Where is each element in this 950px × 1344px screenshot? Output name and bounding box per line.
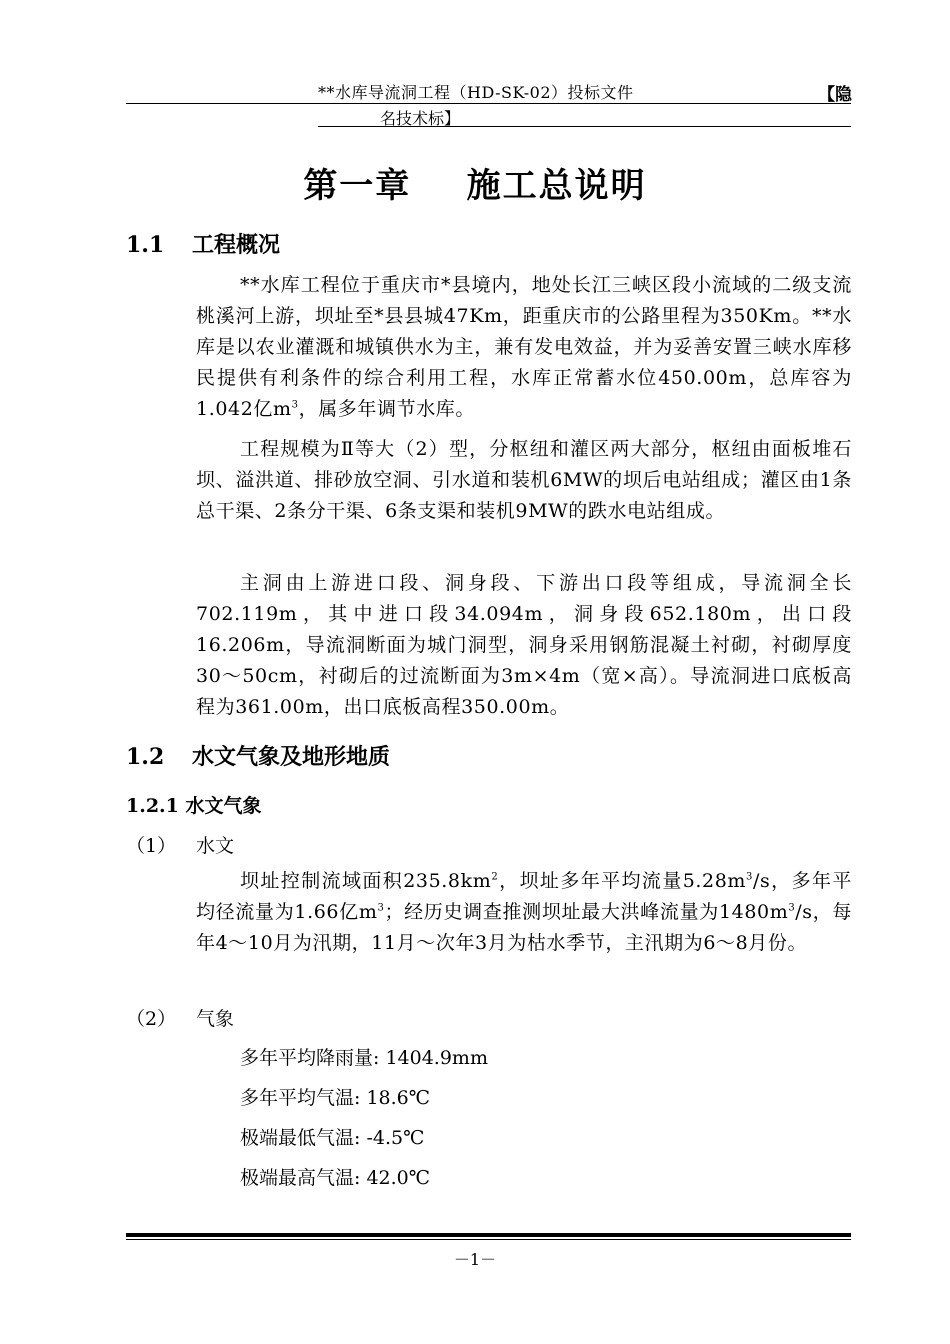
superscript: 3 [377,902,385,914]
section-number: 1.1 [126,232,165,258]
chapter-title: 第一章 施工总说明 [303,166,647,206]
section-title: 水文气象及地形地质 [192,744,391,770]
footer-rule [126,1233,851,1237]
item-number: （1） [126,835,177,857]
paragraph-text: 坝址控制流域面积235.8km [240,870,492,892]
section-heading-1-1 [126,228,280,259]
item-label: 水文 [196,835,235,857]
section-title: 工程概况 [192,232,281,258]
footer-rule-thin [126,1239,851,1240]
header-tag-continued: 名技术标】 [380,109,461,128]
header-rule-short [318,126,851,127]
paragraph-text: ；经历史调查推测坝址最大洪峰流量为1480m [384,901,789,923]
superscript: 3 [746,871,754,883]
paragraph-text: ，属多年调节水库。 [298,398,475,420]
paragraph-text: /s，每年4～10月为汛期，11月～次年3月为枯水季节，主汛期为6～8月份。 [196,901,853,954]
paragraph-tunnel: 主洞由上游进口段、洞身段、下游出口段等组成，导流洞全长702.119m，其中进口段34.094m，洞身段652.180m，出口段16.206m，导流洞断面为城门洞型，洞身采用钢筋混凝土衬砌，衬砌厚度30～50cm，衬砌后的过流断面为3m×4m（宽×高）。导流洞进口底板高程为361.00m，出口底板高程350.00m。 [196,572,852,718]
superscript: 2 [491,871,499,883]
climate-max-temp: 极端最高气温: 42.0℃ [240,1167,431,1189]
superscript: 3 [291,399,299,411]
paragraph-scale: 工程规模为Ⅱ等大（2）型，分枢纽和灌区两大部分，枢纽由面板堆石坝、溢洪道、排砂放空洞、引水道和装机6MW的坝后电站组成；灌区由1条总干渠、2条分干渠、6条支渠和装机9MW的跌水电站组成。 [196,438,852,522]
paragraph-text: ，坝址多年平均流量5.28m [498,870,747,892]
subsection-heading-1-2-1: 1.2.1 水文气象 [126,795,262,817]
item-label: 气象 [196,1008,235,1030]
item-number: （2） [126,1008,177,1030]
item-climate [126,1004,234,1031]
paragraph-hydrology [196,866,852,959]
superscript: 3 [788,902,796,914]
header-rule [126,103,851,104]
climate-rainfall: 多年平均降雨量: 1404.9mm [240,1047,488,1069]
header-tag: 【隐 [818,85,852,105]
paragraph-text: **水库工程位于重庆市*县境内，地处长江三峡区段小流域的二级支流桃溪河上游，坝址至*县县城47Km，距重庆市的公路里程为350Km。**水库是以农业灌溉和城镇供水为主，兼有发电效益，并为妥善安置三峡水库移民提供有利条件的综合利用工程，水库正常蓄水位450.00m，总库容为1.042亿m [196,274,852,420]
climate-min-temp: 极端最低气温: -4.5℃ [240,1127,425,1149]
paragraph-text: /s，多年平均径流量为1.66亿m [196,870,852,923]
section-number: 1.2 [126,744,165,770]
paragraph-overview [196,270,852,425]
item-hydrology [126,831,234,858]
page-number: －1－ [453,1250,497,1269]
header-title: **水库导流洞工程（HD-SK-02）投标文件 [318,83,634,102]
climate-avg-temp: 多年平均气温: 18.6℃ [240,1087,431,1109]
section-heading-1-2 [126,740,390,771]
